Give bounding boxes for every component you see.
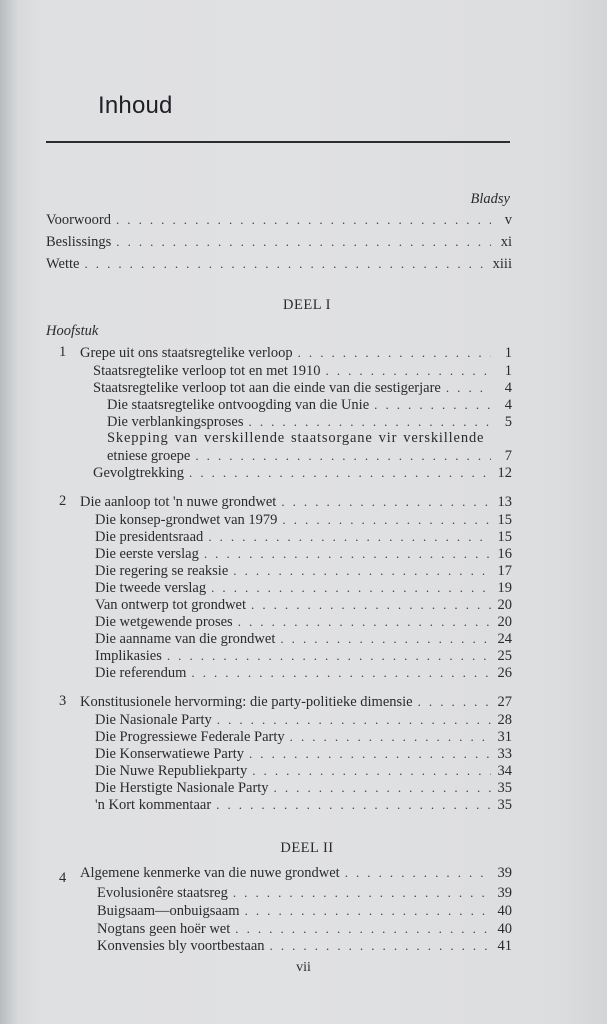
toc-sub-sub-entry-line2: etniese groepe . . . 7 bbox=[107, 447, 512, 465]
chapter-1-entry: Grepe uit ons staatsregtelike verloop . . . 1 bbox=[80, 344, 512, 362]
toc-sub-entry: Die eerste verslag . . . 16 bbox=[95, 545, 512, 563]
chapter-3-entry: Konstitusionele hervorming: die party-politieke dimensie . . . 27 bbox=[80, 693, 512, 711]
toc-sub-sub-entry: Die staatsregtelike ontvoogding van die Unie . . . 4 bbox=[107, 396, 512, 414]
chapter-number: 4 bbox=[59, 870, 67, 886]
toc-sub-entry: Die tweede verslag . . . 19 bbox=[95, 579, 512, 597]
toc-sub-entry: Die konsep-grondwet van 1979 . . . 15 bbox=[95, 511, 512, 529]
toc-sub-entry: Die Herstigte Nasionale Party . . . 35 bbox=[95, 779, 512, 797]
page-folio: vii bbox=[296, 960, 311, 975]
toc-sub-entry: 'n Kort kommentaar . . . 35 bbox=[95, 796, 512, 814]
toc-sub-entry: Die Progressiewe Federale Party . . . 31 bbox=[95, 728, 512, 746]
toc-entry-wette: Wette . . . xiii bbox=[46, 255, 512, 273]
toc-sub-entry: Staatsregtelike verloop tot en met 1910 . . . 1 bbox=[93, 362, 512, 380]
chapter-number: 3 bbox=[59, 693, 67, 709]
toc-sub-entry: Die Nuwe Republiekparty . . . 34 bbox=[95, 762, 512, 780]
toc-sub-entry: Buigsaam—onbuigsaam . . . 40 bbox=[97, 902, 512, 920]
toc-sub-entry: Die Nasionale Party . . . 28 bbox=[95, 711, 512, 729]
chapter-4-entry: Algemene kenmerke van die nuwe grondwet . . . 39 bbox=[80, 864, 512, 882]
toc-sub-sub-entry: Die verblankingsproses . . . 5 bbox=[107, 413, 512, 431]
toc-sub-entry: Gevolgtrekking . . . 12 bbox=[93, 464, 512, 482]
toc-entry-beslissings: Beslissings . . . xi bbox=[46, 233, 512, 251]
toc-sub-entry: Evolusionêre staatsreg . . . 39 bbox=[97, 884, 512, 902]
toc-entry-voorwoord: Voorwoord . . . v bbox=[46, 211, 512, 229]
toc-sub-sub-entry-line1: Skepping van verskillende staatsorgane vir verskillende bbox=[107, 430, 485, 446]
page-title: Inhoud bbox=[98, 92, 173, 119]
chapter-number: 1 bbox=[59, 344, 67, 360]
toc-sub-entry: Nogtans geen hoër wet . . . 40 bbox=[97, 920, 512, 938]
toc-sub-entry: Die wetgewende proses . . . 20 bbox=[95, 613, 512, 631]
deel-1-heading: DEEL I bbox=[283, 297, 331, 313]
toc-sub-entry: Die presidentsraad . . . 15 bbox=[95, 528, 512, 546]
hoofstuk-label: Hoofstuk bbox=[46, 323, 99, 339]
chapter-number: 2 bbox=[59, 493, 67, 509]
toc-sub-entry: Die Konserwatiewe Party . . . 33 bbox=[95, 745, 512, 763]
toc-sub-entry: Implikasies . . . 25 bbox=[95, 647, 512, 665]
toc-sub-entry: Konvensies bly voortbestaan . . . 41 bbox=[97, 937, 512, 955]
toc-sub-entry: Van ontwerp tot grondwet . . . 20 bbox=[95, 596, 512, 614]
chapter-2-entry: Die aanloop tot 'n nuwe grondwet . . . 13 bbox=[80, 493, 512, 511]
toc-sub-entry: Die aanname van die grondwet . . . 24 bbox=[95, 630, 512, 648]
deel-2-heading: DEEL II bbox=[280, 840, 334, 856]
title-rule bbox=[46, 141, 510, 143]
toc-sub-entry: Staatsregtelike verloop tot aan die einde van die sestigerjare . . . 4 bbox=[93, 379, 512, 397]
bladsy-label: Bladsy bbox=[470, 191, 510, 207]
toc-sub-entry: Die referendum . . . 26 bbox=[95, 664, 512, 682]
toc-sub-entry: Die regering se reaksie . . . 17 bbox=[95, 562, 512, 580]
